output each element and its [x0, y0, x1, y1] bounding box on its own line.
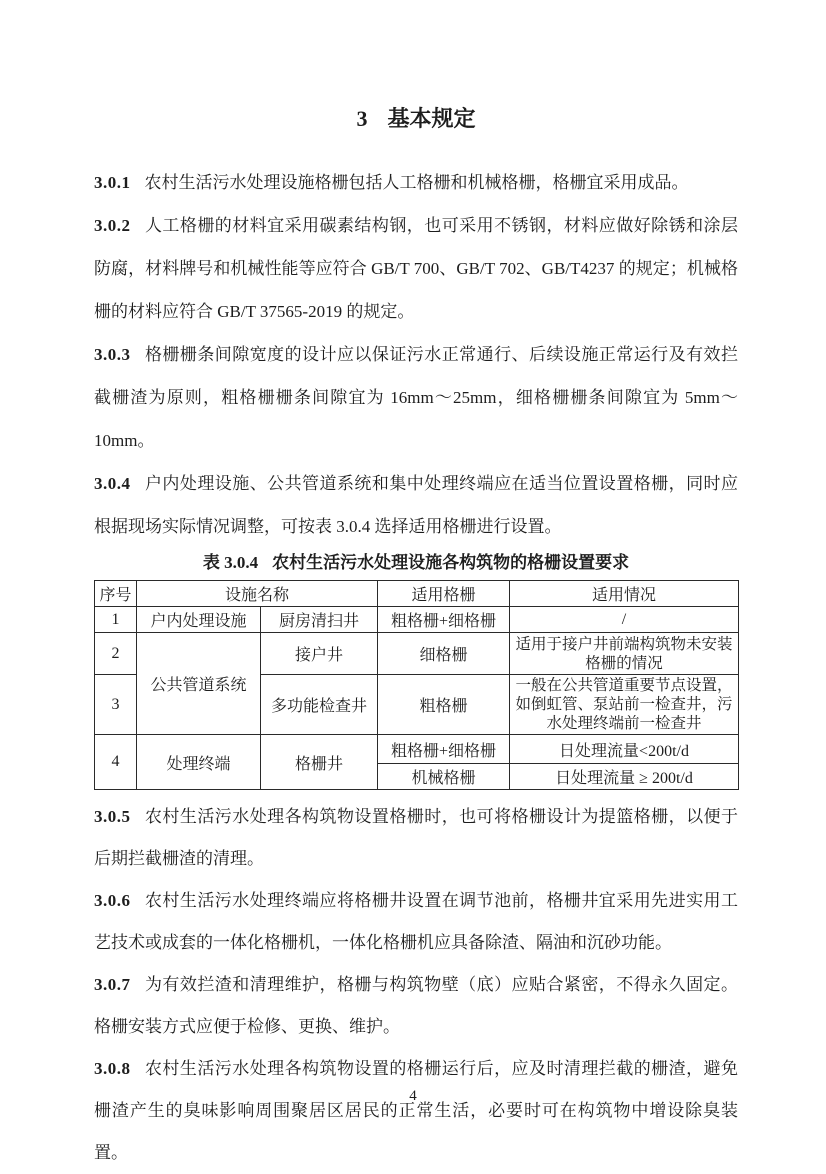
cell-no: 4	[95, 735, 137, 790]
paragraph-text: 农村生活污水处理各构筑物设置的格栅运行后，应及时清理拦截的栅渣，避免栅渣产生的臭味影响周围聚居区居民的正常生活，必要时可在构筑物中增设除臭装置。	[94, 1059, 738, 1162]
paragraph-3-0-2	[94, 204, 738, 333]
cell-screen: 细格栅	[378, 633, 510, 675]
cell-facility: 多功能检查井	[261, 675, 378, 735]
cell-facility-group: 处理终端	[137, 735, 261, 790]
cell-condition: 适用于接户井前端构筑物未安装格栅的情况	[510, 633, 739, 675]
cell-screen: 粗格栅	[378, 675, 510, 735]
section-title-text: 基本规定	[387, 106, 476, 131]
cell-condition: 一般在公共管道重要节点设置，如倒虹管、泵站前一检查井，污水处理终端前一检查井	[510, 675, 739, 735]
cell-facility-group: 公共管道系统	[137, 633, 261, 735]
paragraph-number: 3.0.5	[94, 807, 131, 826]
paragraph-number: 3.0.2	[94, 216, 131, 235]
table-header-row	[95, 581, 739, 607]
paragraph-text: 为有效拦渣和清理维护，格栅与构筑物壁（底）应贴合紧密，不得永久固定。格栅安装方式应便于检修、更换、维护。	[94, 975, 738, 1036]
cell-condition: 日处理流量<200t/d	[510, 735, 739, 764]
table-row-4	[95, 735, 739, 764]
paragraph-number: 3.0.6	[94, 891, 131, 910]
table-caption-number: 表 3.0.4	[202, 553, 259, 572]
paragraph-text: 人工格栅的材料宜采用碳素结构钢，也可采用不锈钢，材料应做好除锈和涂层防腐，材料牌号和机械性能等应符合 GB/T 700、GB/T 702、GB/T4237 的规定；机械格栅的材料应符合 GB/T 37565-2019 的规定。	[94, 216, 738, 321]
cell-condition: 日处理流量 ≥ 200t/d	[510, 764, 739, 790]
table-row-2	[95, 633, 739, 675]
paragraph-number: 3.0.1	[94, 173, 131, 192]
paragraph-text: 农村生活污水处理终端应将格栅井设置在调节池前，格栅井宜采用先进实用工艺技术或成套的一体化格栅机，一体化格栅机应具备除渣、隔油和沉砂功能。	[94, 891, 738, 952]
header-cell-facility: 设施名称	[137, 581, 378, 607]
paragraph-number: 3.0.3	[94, 345, 131, 364]
table-caption-text: 农村生活污水处理设施各构筑物的格栅设置要求	[272, 553, 630, 572]
paragraph-text: 户内处理设施、公共管道系统和集中处理终端应在适当位置设置格栅，同时应根据现场实际情况调整，可按表 3.0.4 选择适用格栅进行设置。	[94, 474, 738, 536]
section-title	[94, 103, 738, 135]
cell-screen: 粗格栅+细格栅	[378, 607, 510, 633]
paragraph-number: 3.0.8	[94, 1059, 131, 1078]
cell-screen: 粗格栅+细格栅	[378, 735, 510, 764]
header-cell-condition: 适用情况	[510, 581, 739, 607]
cell-no: 2	[95, 633, 137, 675]
document-content	[94, 103, 738, 1174]
paragraph-3-0-6	[94, 880, 738, 964]
paragraph-3-0-5	[94, 796, 738, 880]
paragraph-3-0-7	[94, 964, 738, 1048]
table-row-1	[95, 607, 739, 633]
cell-condition: /	[510, 607, 739, 633]
cell-no: 1	[95, 607, 137, 633]
page-number: 4	[409, 1088, 417, 1104]
section-number: 3	[356, 106, 368, 131]
cell-facility: 接户井	[261, 633, 378, 675]
paragraph-3-0-1	[94, 161, 738, 204]
cell-facility-group: 户内处理设施	[137, 607, 261, 633]
table-caption	[94, 548, 738, 578]
paragraph-text: 农村生活污水处理设施格栅包括人工格栅和机械格栅，格栅宜采用成品。	[144, 173, 689, 192]
cell-no: 3	[95, 675, 137, 735]
paragraph-text: 格栅栅条间隙宽度的设计应以保证污水正常通行、后续设施正常运行及有效拦截栅渣为原则，粗格栅栅条间隙宜为 16mm～25mm，细格栅栅条间隙宜为 5mm～10mm。	[94, 345, 738, 450]
bottom-paragraphs	[94, 796, 738, 1174]
paragraph-3-0-8	[94, 1048, 738, 1174]
cell-facility: 厨房清扫井	[261, 607, 378, 633]
paragraph-text: 农村生活污水处理各构筑物设置格栅时，也可将格栅设计为提篮格栅，以便于后期拦截栅渣的清理。	[94, 807, 738, 868]
cell-facility: 格栅井	[261, 735, 378, 790]
cell-screen: 机械格栅	[378, 764, 510, 790]
header-cell-screen: 适用格栅	[378, 581, 510, 607]
header-cell-no: 序号	[95, 581, 137, 607]
paragraph-number: 3.0.4	[94, 474, 131, 493]
paragraph-3-0-4	[94, 462, 738, 548]
paragraph-3-0-3	[94, 333, 738, 462]
paragraph-number: 3.0.7	[94, 975, 131, 994]
grille-requirements-table	[94, 580, 739, 790]
